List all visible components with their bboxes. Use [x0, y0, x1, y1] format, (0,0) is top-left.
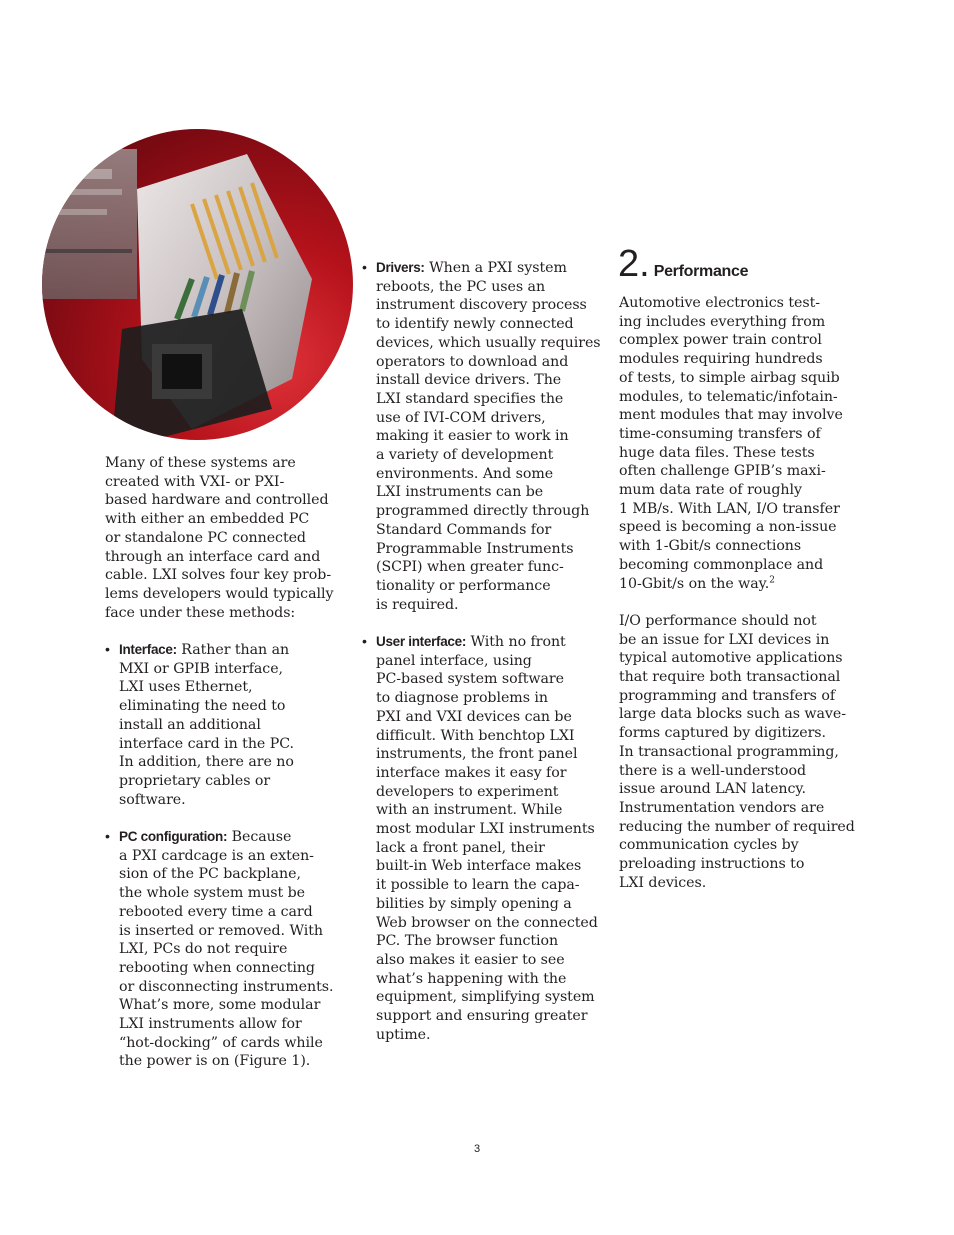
bullet-dot: •	[105, 642, 110, 659]
bullet-body-drivers: When a PXI system reboots, the PC uses an instrument discovery process to identify newly connected devices, which usually requires operators to download and install device drivers. The LXI standard specifies the use of IVI-COM drivers, making it easier to work in a variety of development environments. And some LXI instruments can be programmed directly through Standard Commands for Programmable Instruments (SCPI) when greater func- tionality or performance is required.	[376, 260, 601, 613]
bullet-dot: •	[362, 634, 367, 651]
ethernet-connector-photo	[42, 129, 353, 440]
bullet-lead-interface: Interface:	[119, 642, 177, 658]
bullet-lead-pc-configuration: PC configuration:	[119, 829, 228, 845]
bullet-lead-user-interface: User interface:	[376, 634, 467, 650]
section-title: Performance	[653, 263, 749, 280]
rj45-plug-illustration	[42, 129, 353, 440]
bullet-dot: •	[105, 829, 110, 846]
intro-paragraph: Many of these systems are created with VXI- or PXI- based hardware and controlled with either an embedded PC or standalone PC connected through an interface card and cable. LXI solves four key prob- lems developers would typically face under these methods:	[105, 455, 334, 621]
performance-paragraph-2: I/O performance should not be an issue for LXI devices in typical automotive applications that require both transactional programming and transfers of large data blocks such as wave- forms captured by digitizers. In transactional programming, there is a well-understood issue around LAN latency. Instrumentation vendors are reducing the number of required communication cycles by preloading instructions to LXI devices.	[619, 612, 855, 891]
column-1	[105, 454, 340, 1071]
footnote-reference: 2	[769, 574, 775, 585]
bullet-user-interface	[362, 633, 602, 1044]
bullet-pc-configuration	[105, 828, 340, 1071]
bullet-drivers	[362, 259, 602, 614]
page-number: 3	[473, 1143, 481, 1155]
column-3	[619, 294, 859, 892]
bullet-body-user-interface: With no front panel interface, using PC-based system software to diagnose problems in PXI and VXI devices can be difficult. With benchtop LXI instruments, the front panel interface makes it easy for developers to experiment with an instrument. While most modular LXI instruments lack a front panel, their built-in Web interface makes it possible to learn the capa- bilities by simply opening a Web browser on the connected PC. The browser function also makes it easier to see what’s happening with the equipment, simplifying system support and ensuring greater uptime.	[376, 634, 598, 1043]
bullet-dot: •	[362, 260, 367, 276]
column-2	[362, 259, 602, 1045]
bullet-interface	[105, 641, 340, 809]
bullet-body-interface: Rather than an MXI or GPIB interface, LXI uses Ethernet, eliminating the need to install an additional interface card in the PC. In addition, there are no proprietary cables or software.	[119, 642, 294, 808]
performance-paragraph-1: Automotive electronics test- ing includes everything from complex power train control modules requiring hundreds of tests, to simple airbag squib modules, to telematic/infotain- ment modules that may involve time-consuming transfers of huge data files. These tests often challenge GPIB’s maxi- mum data rate of roughly 1 MB/s. With LAN, I/O transfer speed is becoming a non-issue with 1-Gbit/s connections becoming commonplace and 10-Gbit/s on the way.$^2$	[619, 295, 843, 592]
bullet-lead-drivers: Drivers:	[376, 260, 425, 275]
section-number: 2.	[618, 243, 650, 285]
section-heading	[618, 244, 748, 284]
bullet-body-pc-configuration: Because a PXI cardcage is an exten- sion of the PC backplane, the whole system must be rebooted every time a card is inserted or removed. With LXI, PCs do not require rebooting when connecting or disconnecting instruments. What’s more, some modular LXI instruments allow for “hot-docking” of cards while the power is on (Figure 1).	[119, 829, 334, 1070]
